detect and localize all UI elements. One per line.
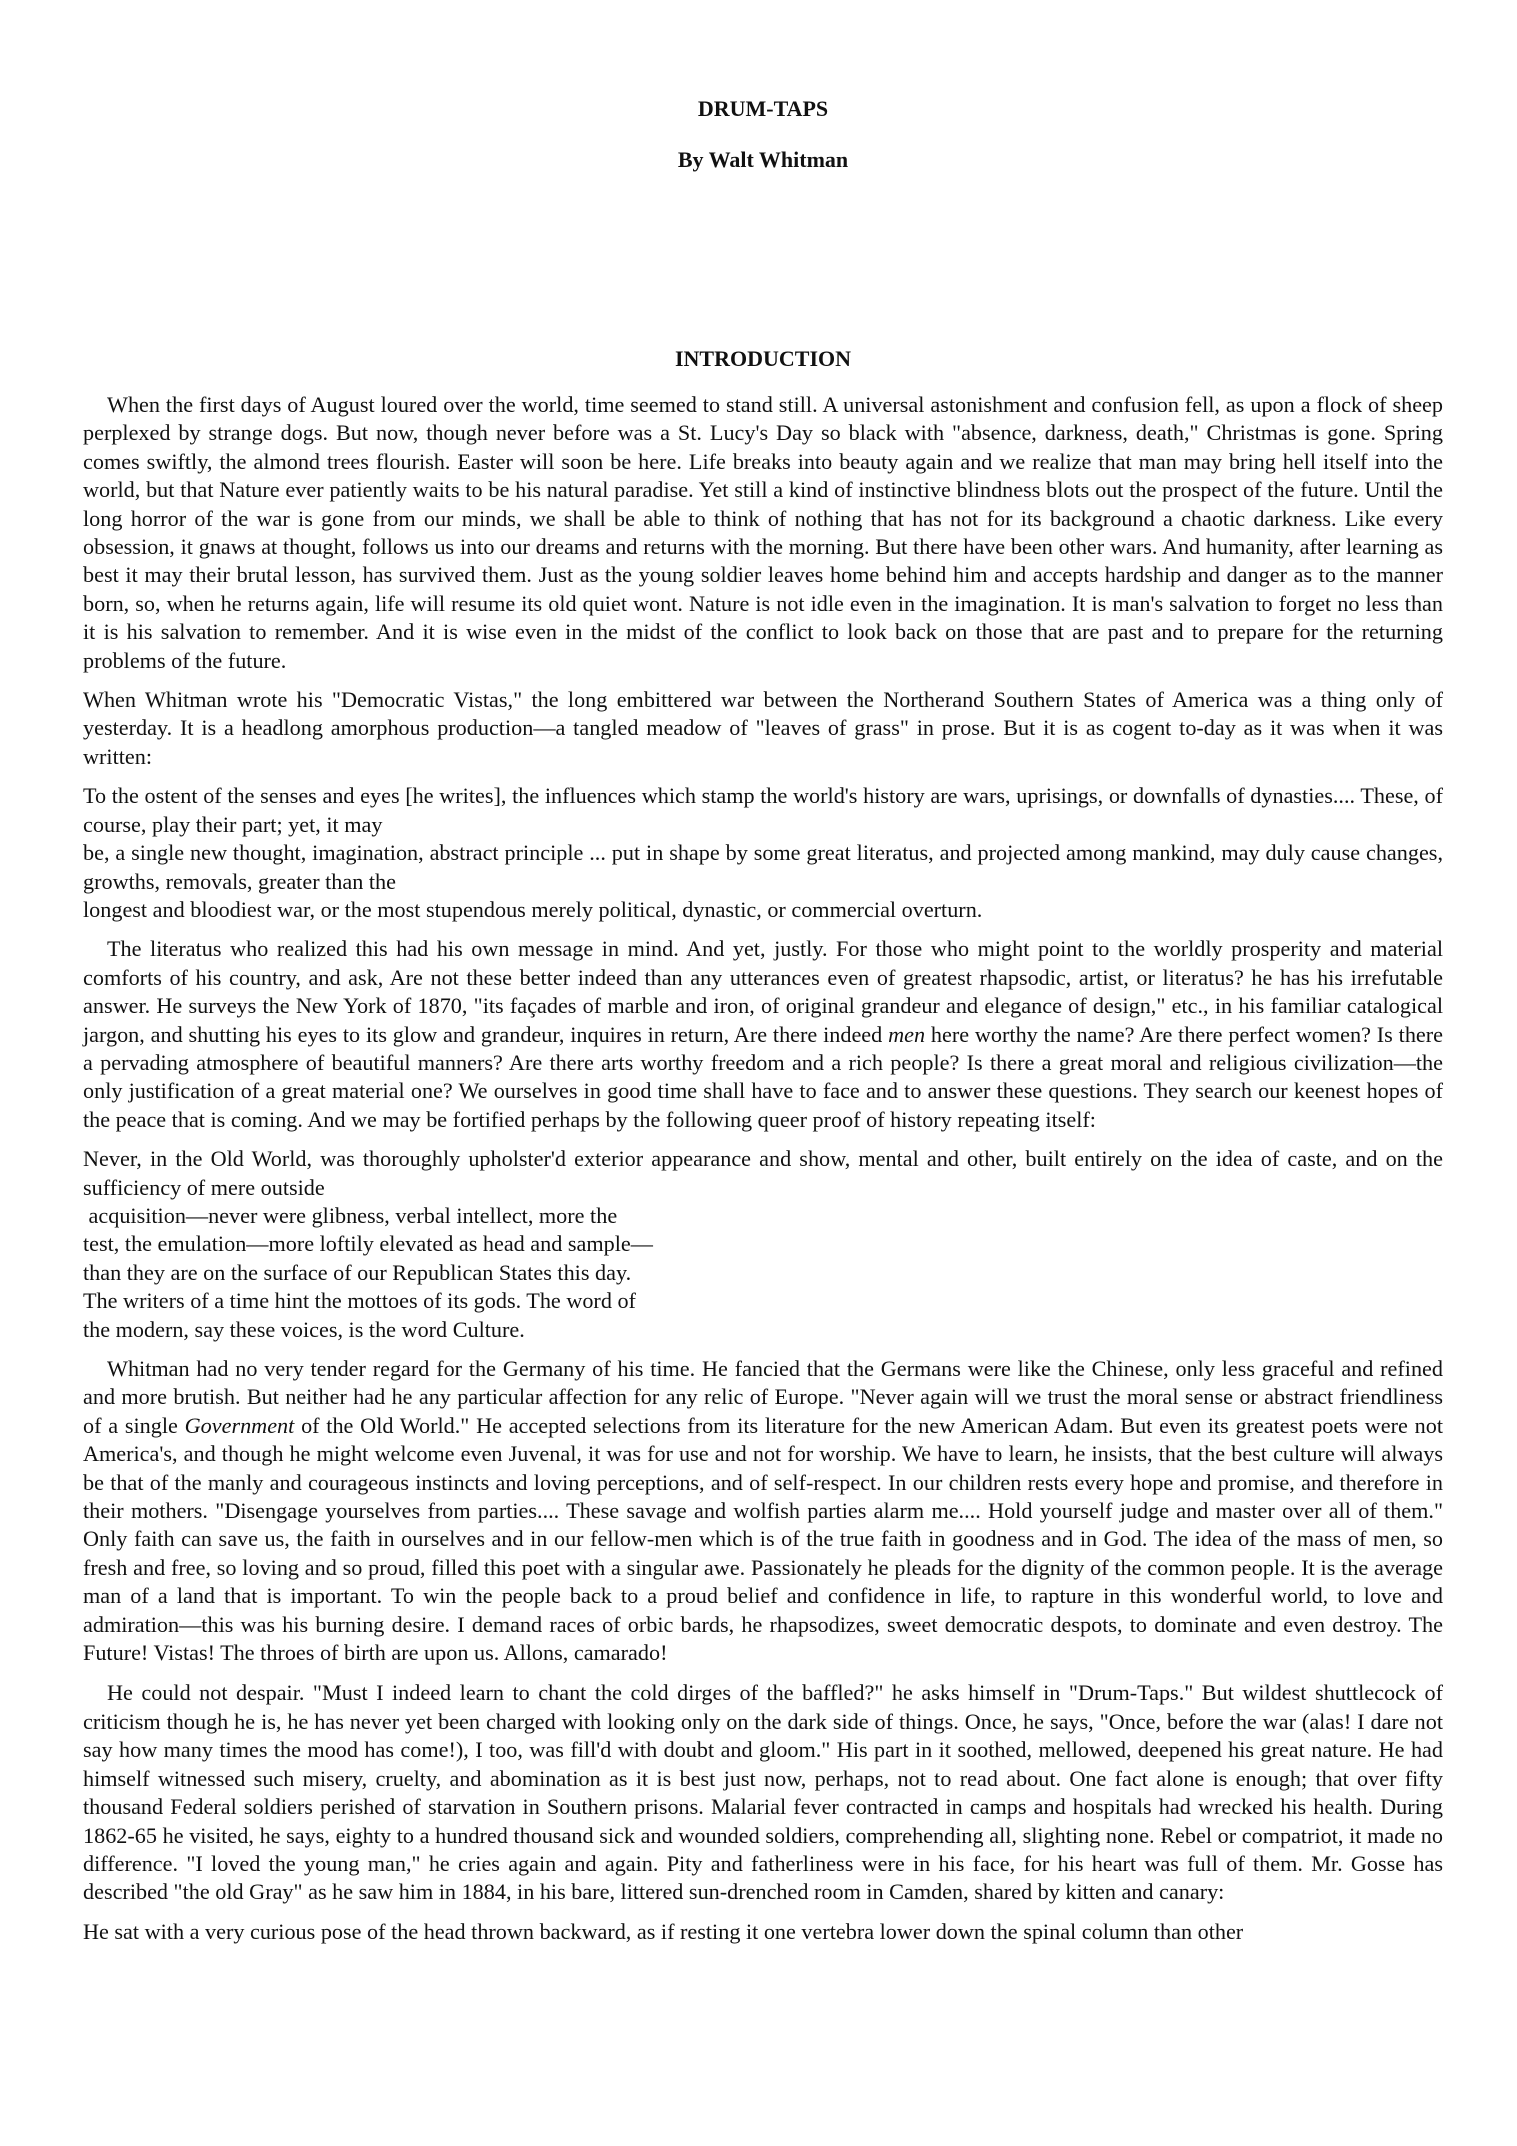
quote-line: than they are on the surface of our Republican States this day. <box>83 1259 632 1285</box>
quote-line: test, the emulation—more loftily elevated as head and sample— <box>83 1231 653 1257</box>
paragraph-5: He could not despair. "Must I indeed learn to chant the cold dirges of the baffled?" he asks himself in "Drum-Taps." But wildest shuttlecock of criticism though he is, he has never yet been charged with looking only on the dark side of things. Once, he says, "Once, before the war (alas! I dare not say how many times the mood has come!), I too, was fill'd with doubt and gloom." His part in it soothed, mellowed, deepened his great nature. He had himself witnessed such misery, cruelty, and abomination as it is best just now, perhaps, not to read about. One fact alone is enough; that over fifty thousand Federal soldiers perished of starvation in Southern prisons. Malarial fever contracted in camps and hospitals had wrecked his health. During 1862-65 he visited, he says, eighty to a hundred thousand sick and wounded soldiers, comprehending all, slighting none. Rebel or compatriot, it made no difference. "I loved the young man," he cries again and again. Pity and fatherliness were in his face, for his heart was full of them. Mr. Gosse has described "the old Gray" as he saw him in 1884, in his bare, littered sun-drenched room in Camden, shared by kitten and canary: <box>83 1680 1443 1905</box>
paragraph-2: When Whitman wrote his "Democratic Vistas," the long embittered war between the Northerand Southern States of America was a thing only of yesterday. It is a headlong amorphous production—a tangled meadow of "leaves of grass" in prose. But it is as cogent to-day as it was when it was written: <box>83 687 1443 769</box>
document-body <box>83 391 1443 1946</box>
quote-line: The writers of a time hint the mottoes of its gods. The word of <box>83 1288 636 1314</box>
emphasis-men: men <box>888 1021 926 1047</box>
paragraph-3-text-continued: here worthy the name? Are there perfect women? Is there a pervading atmosphere of beautiful manners? Are there arts worthy freedom and a rich people? Is there a great moral and religious civilization—the only justification of a great material one? We ourselves in good time shall have to face and to answer these questions. They search our keenest hopes of the peace that is coming. And we may be fortified perhaps by the following queer proof of history repeating itself: <box>83 1021 1443 1132</box>
quote-line: be, a single new thought, imagination, abstract principle ... put in shape by some great literatus, and projected among mankind, may duly cause changes, growths, removals, greater than the <box>83 840 1443 894</box>
quote-gosse: He sat with a very curious pose of the head thrown backward, as if resting it one vertebra lower down the spinal column than other <box>83 1918 1244 1944</box>
paragraph-1: When the first days of August loured over the world, time seemed to stand still. A universal astonishment and confusion fell, as upon a flock of sheep perplexed by strange dogs. But now, though never before was a St. Lucy's Day so black with "absence, darkness, death," Christmas is gone. Spring comes swiftly, the almond trees flourish. Easter will soon be here. Life breaks into beauty again and we realize that man may bring hell itself into the world, but that Nature ever patiently waits to be his natural paradise. Yet still a kind of instinctive blindness blots out the prospect of the future. Until the long horror of the war is gone from our minds, we shall be able to think of nothing that has not for its background a chaotic darkness. Like every obsession, it gnaws at thought, follows us into our dreams and returns with the morning. But there have been other wars. And humanity, after learning as best it may their brutal lesson, has survived them. Just as the young soldier leaves home behind him and accepts hardship and danger as to the manner born, so, when he returns again, life will resume its old quiet wont. Nature is not idle even in the imagination. It is man's salvation to forget no less than it is his salvation to remember. And it is wise even in the midst of the conflict to look back on those that are past and to prepare for the returning problems of the future. <box>83 392 1443 673</box>
book-title: DRUM-TAPS <box>697 96 829 121</box>
quote-culture <box>83 1145 1443 1344</box>
paragraph-4 <box>83 1355 1443 1667</box>
section-heading: INTRODUCTION <box>674 346 852 371</box>
book-author: By Walt Whitman <box>677 147 849 172</box>
quote-line: longest and bloodiest war, or the most stupendous merely political, dynastic, or commercial overturn. <box>83 896 983 922</box>
quote-line: the modern, say these voices, is the word Culture. <box>83 1316 525 1342</box>
emphasis-government: Government <box>184 1412 295 1438</box>
paragraph-3-text: The literatus who realized this had his own message in mind. And yet, justly. For those who might point to the worldly prosperity and material comforts of his country, and ask, Are not these better indeed than any utterances even of greatest rhapsodic, artist, or literatus? he has his irrefutable answer. He surveys the New York of 1870, "its façades of marble and iron, of original grandeur and elegance of design," etc., in his familiar catalogical jargon, and shutting his eyes to its glow and grandeur, inquires in return, Are there indeed <box>83 936 1443 1047</box>
paragraph-4-text: Whitman had no very tender regard for the Germany of his time. He fancied that the Germans were like the Chinese, only less graceful and refined and more brutish. But neither had he any particular affection for any relic of Europe. "Never again will we trust the moral sense or abstract friendliness of a single <box>83 1356 1443 1438</box>
quote-line: acquisition—never were glibness, verbal intellect, more the <box>83 1202 618 1228</box>
paragraph-4-text-continued: of the Old World." He accepted selections from its literature for the new American Adam. But even its greatest poets were not America's, and though he might welcome even Juvenal, it was for use and not for worship. We have to learn, he insists, that the best culture will always be that of the manly and courageous instincts and loving perceptions, and of self-respect. In our children rests every hope and promise, and therefore in their mothers. "Disengage yourselves from parties.... These savage and wolfish parties alarm me.... Hold yourself judge and master over all of them." Only faith can save us, the faith in ourselves and in our fellow-men which is of the true faith in goodness and in God. The idea of the mass of men, so fresh and free, so loving and so proud, filled this poet with a singular awe. Passionately he pleads for the dignity of the common people. It is the average man of a land that is important. To win the people back to a proud belief and confidence in life, to rapture in this wonderful world, to love and admiration—this was his burning desire. I demand races of orbic bards, he rhapsodizes, sweet democratic despots, to dominate and even destroy. The Future! Vistas! The throes of birth are upon us. Allons, camarado! <box>83 1412 1443 1666</box>
quote-democratic-vistas <box>83 782 1443 924</box>
paragraph-3 <box>83 935 1443 1134</box>
quote-line: Never, in the Old World, was thoroughly upholster'd exterior appearance and show, mental and other, built entirely on the idea of caste, and on the sufficiency of mere outside <box>83 1146 1443 1200</box>
quote-line: To the ostent of the senses and eyes [he writes], the influences which stamp the world's history are wars, uprisings, or downfalls of dynasties.... These, of course, play their part; yet, it may <box>83 783 1443 837</box>
